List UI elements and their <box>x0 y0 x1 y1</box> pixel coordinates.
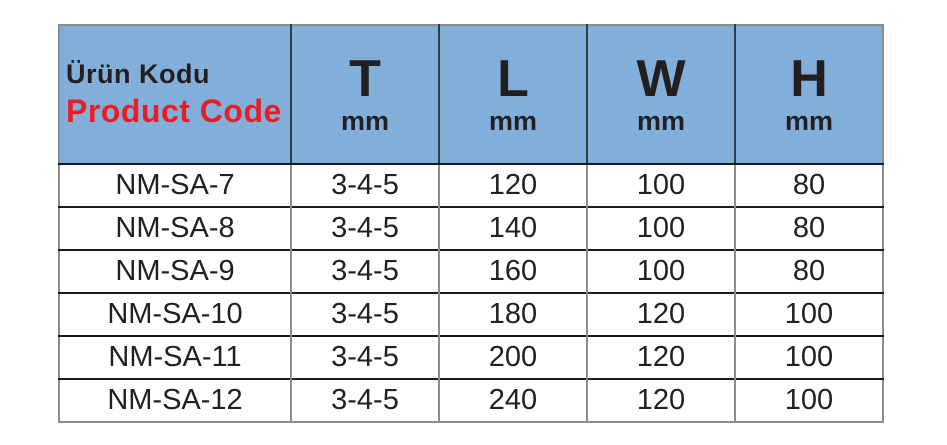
h-value-cell: 100 <box>735 293 883 336</box>
product-code-cell: NM-SA-12 <box>59 379 291 422</box>
table-row <box>59 250 883 293</box>
table-row <box>59 336 883 379</box>
w-value-cell: 120 <box>587 379 735 422</box>
t-value-cell: 3-4-5 <box>291 293 439 336</box>
table-row <box>59 379 883 422</box>
product-spec-table <box>58 24 884 423</box>
h-value-cell: 100 <box>735 379 883 422</box>
h-value-cell: 100 <box>735 336 883 379</box>
table-row <box>59 293 883 336</box>
column-letter-l: L <box>497 50 529 109</box>
product-spec-table-container <box>58 24 884 423</box>
column-unit-l: mm <box>488 105 537 136</box>
product-code-label-en: Product Code <box>66 93 282 130</box>
product-code-cell: NM-SA-8 <box>59 207 291 250</box>
h-value-cell: 80 <box>735 207 883 250</box>
l-value-cell: 200 <box>439 336 587 379</box>
column-header-h <box>735 25 883 164</box>
product-code-cell: NM-SA-11 <box>59 336 291 379</box>
column-header-l <box>439 25 587 164</box>
product-code-header-cell <box>59 25 291 164</box>
l-value-cell: 140 <box>439 207 587 250</box>
product-code-cell: NM-SA-10 <box>59 293 291 336</box>
table-body <box>59 164 883 422</box>
h-value-cell: 80 <box>735 250 883 293</box>
t-value-cell: 3-4-5 <box>291 207 439 250</box>
t-value-cell: 3-4-5 <box>291 250 439 293</box>
l-value-cell: 120 <box>439 164 587 207</box>
l-value-cell: 180 <box>439 293 587 336</box>
w-value-cell: 100 <box>587 207 735 250</box>
column-unit-t: mm <box>340 105 389 136</box>
header-row <box>59 25 883 164</box>
w-value-cell: 120 <box>587 293 735 336</box>
column-letter-t: T <box>349 50 381 109</box>
w-value-cell: 120 <box>587 336 735 379</box>
t-value-cell: 3-4-5 <box>291 164 439 207</box>
l-value-cell: 240 <box>439 379 587 422</box>
table-row <box>59 164 883 207</box>
product-code-label-tr: Ürün Kodu <box>66 59 210 90</box>
w-value-cell: 100 <box>587 250 735 293</box>
product-code-cell: NM-SA-9 <box>59 250 291 293</box>
h-value-cell: 80 <box>735 164 883 207</box>
table-header <box>59 25 883 164</box>
l-value-cell: 160 <box>439 250 587 293</box>
column-unit-h: mm <box>784 105 833 136</box>
column-letter-h: H <box>790 50 828 109</box>
t-value-cell: 3-4-5 <box>291 379 439 422</box>
column-header-w <box>587 25 735 164</box>
product-code-cell: NM-SA-7 <box>59 164 291 207</box>
column-header-t <box>291 25 439 164</box>
t-value-cell: 3-4-5 <box>291 336 439 379</box>
column-unit-w: mm <box>636 105 685 136</box>
table-row <box>59 207 883 250</box>
column-letter-w: W <box>636 50 686 109</box>
w-value-cell: 100 <box>587 164 735 207</box>
